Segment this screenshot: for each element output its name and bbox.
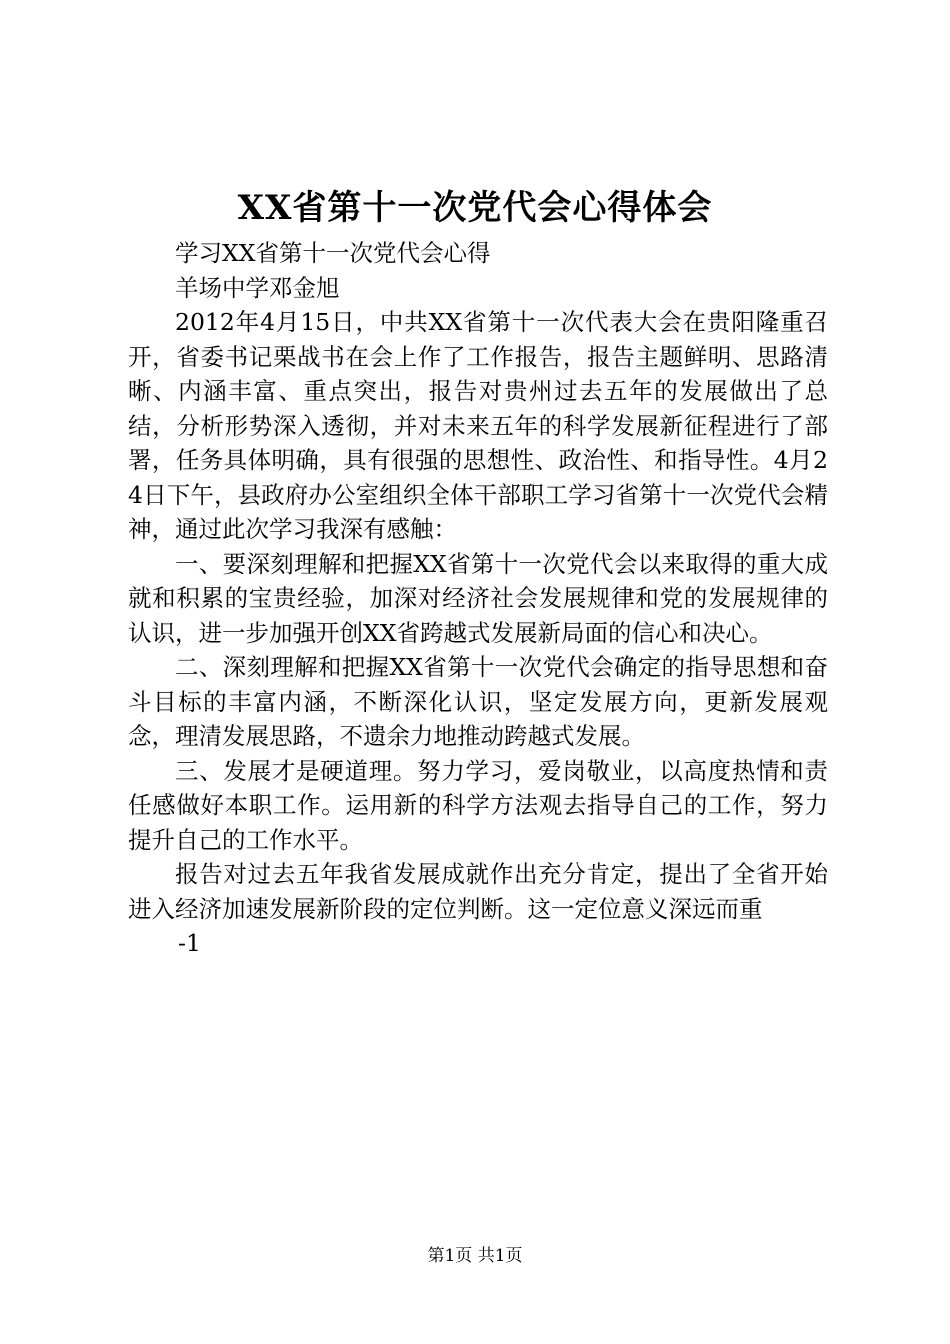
paragraph-2: 一、要深刻理解和把握XX省第十一次党代会以来取得的重大成就和积累的宝贵经验，加深对经济社会发展规律和党的发展规律的认识，进一步加强开创XX省跨越式发展新局面的信心和决心。	[128, 549, 828, 647]
paragraph-4: 三、发展才是硬道理。努力学习，爱岗敬业，以高度热情和责任感做好本职工作。运用新的科学方法观去指导自己的工作，努力提升自己的工作水平。	[128, 756, 828, 854]
paragraph-1: 2012年4月15日，中共XX省第十一次代表大会在贵阳隆重召开，省委书记栗战书在会上作了工作报告，报告主题鲜明、思路清晰、内涵丰富、重点突出，报告对贵州过去五年的发展做出了总结，分析形势深入透彻，并对未来五年的科学发展新征程进行了部署，任务具体明确，具有很强的思想性、政治性、和指导性。4月24日下午，县政府办公室组织全体干部职工学习省第十一次党代会精神，通过此次学习我深有感触：	[128, 308, 828, 543]
document-body	[128, 236, 828, 961]
document-subtitle: 学习XX省第十一次党代会心得	[175, 239, 491, 267]
page-marker: -1	[178, 929, 201, 957]
document-author: 羊场中学邓金旭	[175, 273, 340, 302]
paragraph-5: 报告对过去五年我省发展成就作出充分肯定，提出了全省开始进入经济加速发展新阶段的定位判断。这一定位意义深远而重	[128, 860, 828, 923]
page-footer: 第1页 共1页	[427, 1246, 523, 1266]
paragraph-3: 二、深刻理解和把握XX省第十一次党代会确定的指导思想和奋斗目标的丰富内涵，不断深化认识，坚定发展方向，更新发展观念，理清发展思路，不遗余力地推动跨越式发展。	[128, 653, 828, 750]
document-title: XX省第十一次党代会心得体会	[237, 188, 713, 228]
